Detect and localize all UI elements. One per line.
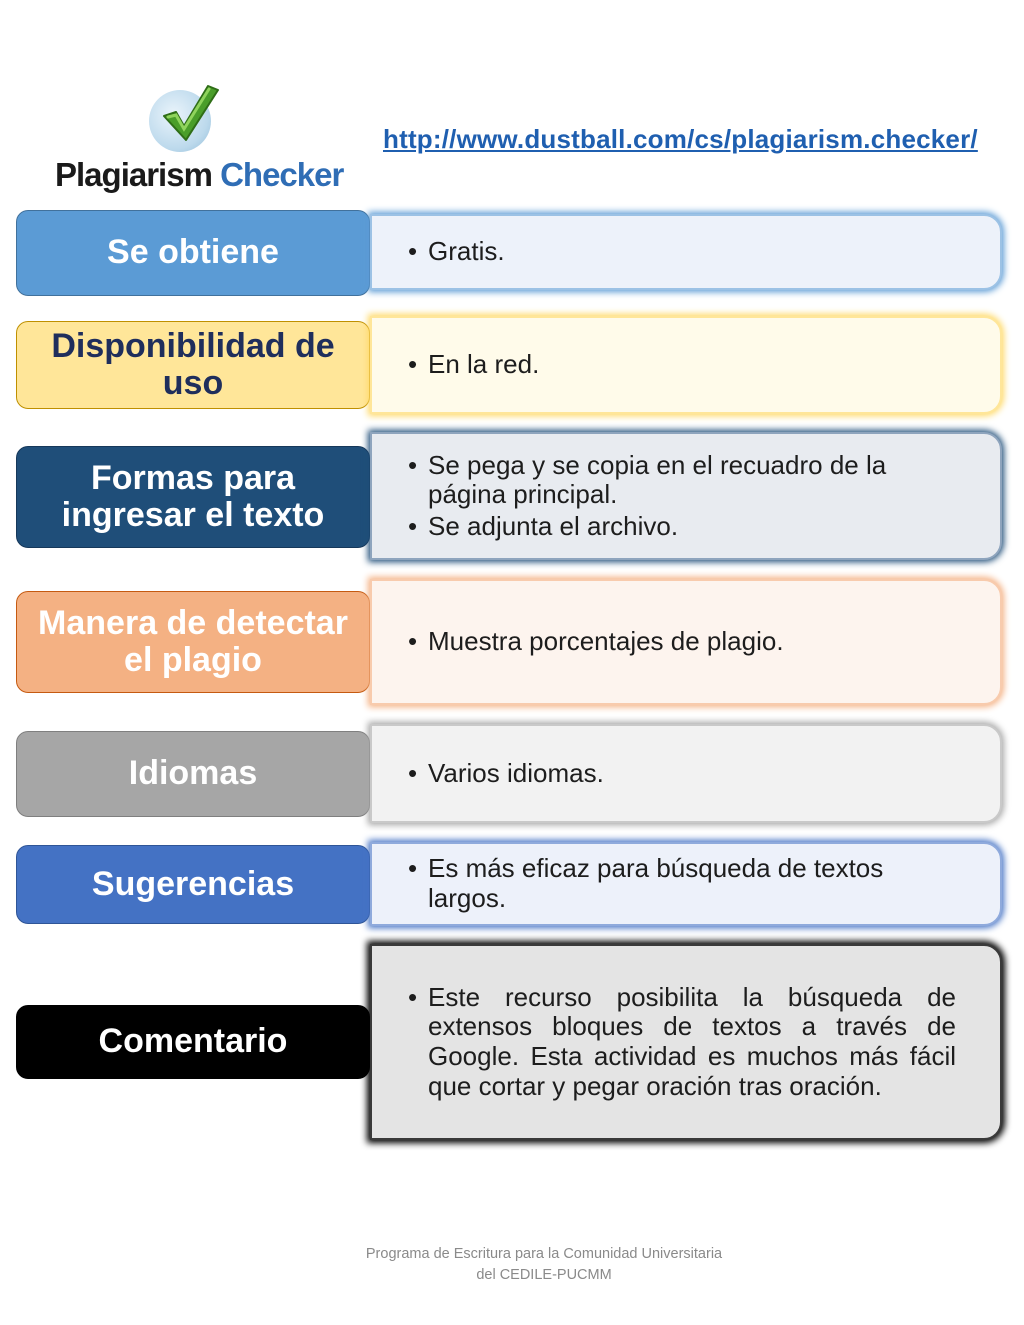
green-checkmark-icon [152, 82, 222, 144]
label-text: Formas para ingresar el texto [61, 458, 325, 534]
plagiarism-checker-logo [52, 82, 344, 200]
page-footer [0, 1244, 1024, 1286]
list-item: • Se pega y se copia en el recuadro de la página principal. [428, 451, 956, 510]
logo-word-plagiarism: Plagiarism [55, 156, 212, 193]
logo-word-checker: Checker [220, 156, 344, 193]
content-formas [370, 432, 1002, 560]
label-text: Comentario [98, 1022, 288, 1061]
label-text: Idiomas [128, 754, 258, 793]
label-idiomas [16, 731, 370, 817]
label-text: Sugerencias [91, 864, 295, 903]
list-item: • Muestra porcentajes de plagio. [428, 627, 956, 657]
label-comentario [16, 1005, 370, 1079]
label-manera [16, 591, 370, 693]
content-se-obtiene [370, 214, 1002, 290]
content-idiomas [370, 724, 1002, 823]
label-text: Disponibilidad de uso [51, 326, 335, 402]
logo-wordmark [55, 156, 343, 194]
list-item: • Varios idiomas. [428, 759, 956, 789]
list-item: • Es más eficaz para búsqueda de textos largos. [428, 854, 956, 913]
content-disponibilidad [370, 316, 1002, 414]
label-sugerencias [16, 845, 370, 924]
label-disponibilidad [16, 321, 370, 409]
tool-url-link[interactable]: http://www.dustball.com/cs/plagiarism.checker/ [383, 124, 978, 154]
list-item: • Gratis. [428, 237, 956, 267]
footer-line-1: Programa de Escritura para la Comunidad Universitaria [365, 1246, 723, 1262]
content-sugerencias [370, 842, 1002, 926]
label-text: Se obtiene [107, 233, 279, 272]
list-item: • Este recurso posibilita la búsqueda de extensos bloques de textos a través de Google. Esta actividad es muchos más fácil que cortar y pegar oración tras oración. [428, 983, 956, 1102]
footer-line-2: del CEDILE-PUCMM [476, 1267, 612, 1284]
label-se-obtiene [16, 210, 370, 296]
list-item: • En la red. [428, 350, 956, 380]
label-formas [16, 446, 370, 548]
content-comentario [370, 944, 1002, 1140]
label-text: Manera de detectar el plagio [38, 603, 348, 679]
list-item: • Se adjunta el archivo. [428, 512, 956, 542]
content-manera [370, 579, 1002, 705]
